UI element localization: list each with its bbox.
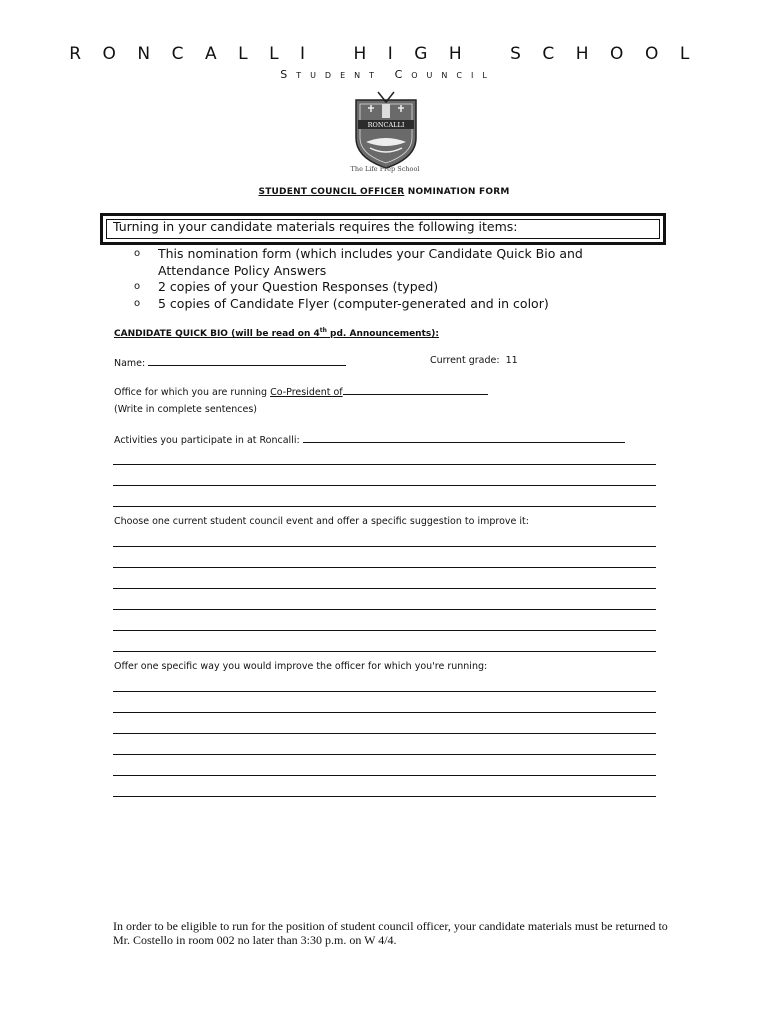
grade-field: Current grade: 11 [430, 355, 518, 366]
answer-line[interactable] [113, 712, 656, 713]
answer-line[interactable] [113, 733, 656, 734]
activities-blank[interactable] [303, 432, 625, 443]
improve-prompt: Offer one specific way you would improve the officer for which you're running: [114, 661, 488, 672]
answer-line[interactable] [113, 588, 656, 589]
answer-line[interactable] [113, 775, 656, 776]
bio-heading: CANDIDATE QUICK BIO (will be read on 4th pd. Announcements): [114, 327, 439, 339]
svg-text:RONCALLI: RONCALLI [367, 121, 405, 129]
requirements-list [134, 246, 654, 312]
answer-line[interactable] [113, 630, 656, 631]
answer-line[interactable] [113, 754, 656, 755]
logo-caption: The Life Prep School [350, 165, 420, 173]
answer-line[interactable] [113, 485, 656, 486]
office-blank[interactable] [343, 384, 488, 395]
answer-line[interactable] [113, 651, 656, 652]
answer-line[interactable] [113, 464, 656, 465]
office-field: Office for which you are running Co-President of [114, 384, 488, 398]
school-name: RONCALLI HIGH SCHOOL [69, 44, 711, 64]
answer-line[interactable] [113, 567, 656, 568]
list-item: o This nomination form (which includes your Candidate Quick Bio and Attendance Policy Answers [134, 246, 583, 278]
form-title: STUDENT COUNCIL OFFICER NOMINATION FORM [258, 187, 510, 197]
list-item: o 2 copies of your Question Responses (typed) [134, 279, 439, 294]
school-crest-logo [348, 86, 424, 176]
requirements-heading: Turning in your candidate materials requires the following items: [113, 219, 518, 234]
answer-line[interactable] [113, 691, 656, 692]
grade-value: 11 [505, 355, 518, 366]
list-item: o 5 copies of Candidate Flyer (computer-generated and in color) [134, 295, 549, 311]
activities-field: Activities you participate in at Roncalli: [114, 432, 625, 446]
event-prompt: Choose one current student council event and offer a specific suggestion to improve it: [114, 516, 529, 527]
eligibility-note: In order to be eligible to run for the position of student council officer, your candidate materials must be returned to Mr. Costello in room 002 no later than 3:30 p.m. on W 4/4. [113, 919, 668, 947]
answer-line[interactable] [113, 546, 656, 547]
answer-line[interactable] [113, 796, 656, 797]
answer-line[interactable] [113, 609, 656, 610]
sentences-note: (Write in complete sentences) [114, 404, 258, 415]
requirements-box [100, 213, 666, 245]
student-council-subtitle: STUDENT COUNCIL [280, 68, 496, 81]
name-field: Name: [114, 355, 346, 369]
office-value: Co-President of [270, 387, 343, 398]
name-blank[interactable] [148, 355, 346, 366]
answer-line[interactable] [113, 506, 656, 507]
